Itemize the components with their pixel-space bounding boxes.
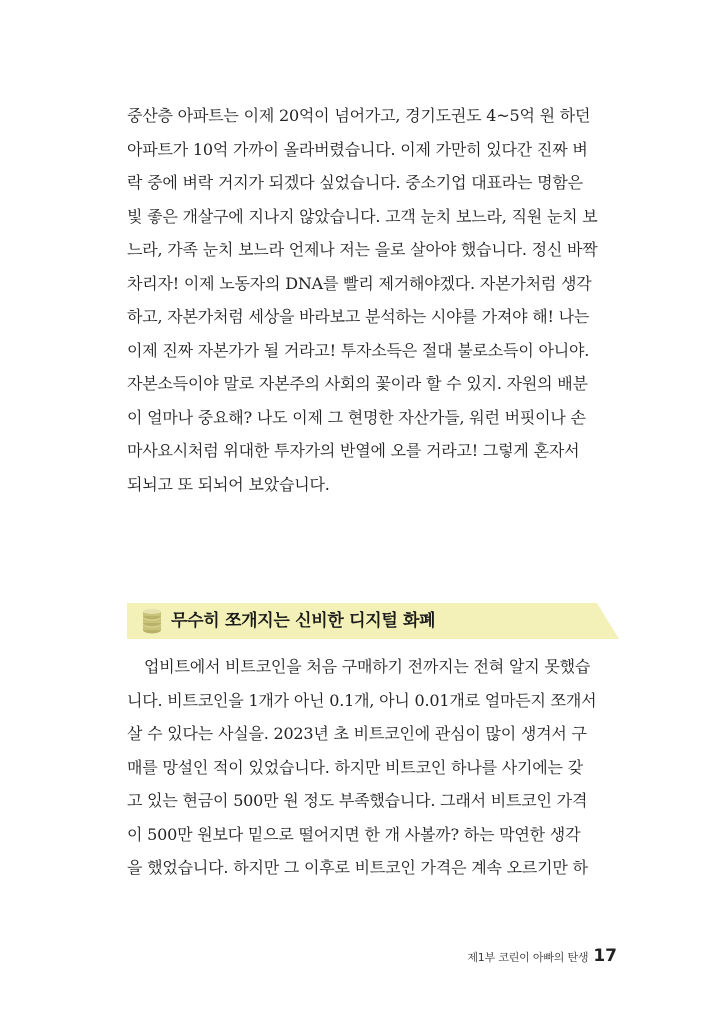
body-paragraph-1: [127, 99, 619, 501]
text-line: 을 했었습니다. 하지만 그 이후로 비트코인 가격은 계속 오르기만 하: [127, 858, 588, 877]
text-line: 중산층 아파트는 이제 20억이 넘어가고, 경기도권도 4~5억 원 하던: [127, 106, 591, 125]
text-line: 차리자! 이제 노동자의 DNA를 빨리 제거해야겠다. 자본가처럼 생각: [127, 273, 592, 293]
text-line: 마사요시처럼 위대한 투자가의 반열에 오를 거라고! 그렇게 혼자서: [127, 441, 580, 460]
text-line: 니다. 비트코인을 1개가 아닌 0.1개, 아니 0.01개로 얼마든지 쪼개서: [127, 690, 597, 710]
text-line: 이 얼마나 중요해? 나도 이제 그 현명한 자산가들, 워런 버핏이나 손: [127, 407, 586, 427]
text-line: 매를 망설인 적이 있었습니다. 하지만 비트코인 하나를 사기에는 갖: [127, 757, 583, 777]
section-header: [127, 603, 619, 639]
text-line: 아파트가 10억 가까이 올라버렸습니다. 이제 가만히 있다간 진짜 벼: [127, 139, 588, 159]
text-line: 이 500만 원보다 밑으로 떨어지면 한 개 사볼까? 하는 막연한 생각: [127, 824, 581, 844]
coin-stack-icon: [141, 609, 163, 635]
page-footer: [467, 944, 617, 968]
text-line: 느라, 가족 눈치 보느라 언제나 저는 을로 살아야 했습니다. 정신 바짝: [127, 240, 598, 259]
body-paragraph-2: [127, 650, 619, 885]
text-line: 이제 진짜 자본가가 될 거라고! 투자소득은 절대 불로소득이 아니야.: [127, 340, 590, 360]
text-line: 고 있는 현금이 500만 원 정도 부족했습니다. 그래서 비트코인 가격: [127, 791, 588, 810]
text-line: 되뇌고 또 되뇌어 보았습니다.: [127, 474, 330, 494]
running-footer-label: 제1부 코린이 아빠의 탄생: [467, 951, 589, 964]
text-line: 자본소득이야 말로 자본주의 사회의 꽃이라 할 수 있지. 자원의 배분: [127, 374, 588, 393]
text-line: 살 수 있다는 사실을. 2023년 초 비트코인에 관심이 많이 생겨서 구: [127, 724, 587, 743]
text-line: 업비트에서 비트코인을 처음 구매하기 전까지는 전혀 알지 못했습: [144, 657, 591, 676]
text-line: 락 중에 벼락 거지가 되겠다 싶었습니다. 중소기업 대표라는 명함은: [127, 173, 583, 192]
text-line: 하고, 자본가처럼 세상을 바라보고 분석하는 시야를 가져야 해! 나는: [127, 307, 590, 326]
section-title: 무수히 쪼개지는 신비한 디지털 화폐: [171, 611, 436, 631]
page-number: 17: [593, 946, 617, 966]
text-line: 빛 좋은 개살구에 지나지 않았습니다. 고객 눈치 보느라, 직원 눈치 보: [127, 206, 598, 226]
